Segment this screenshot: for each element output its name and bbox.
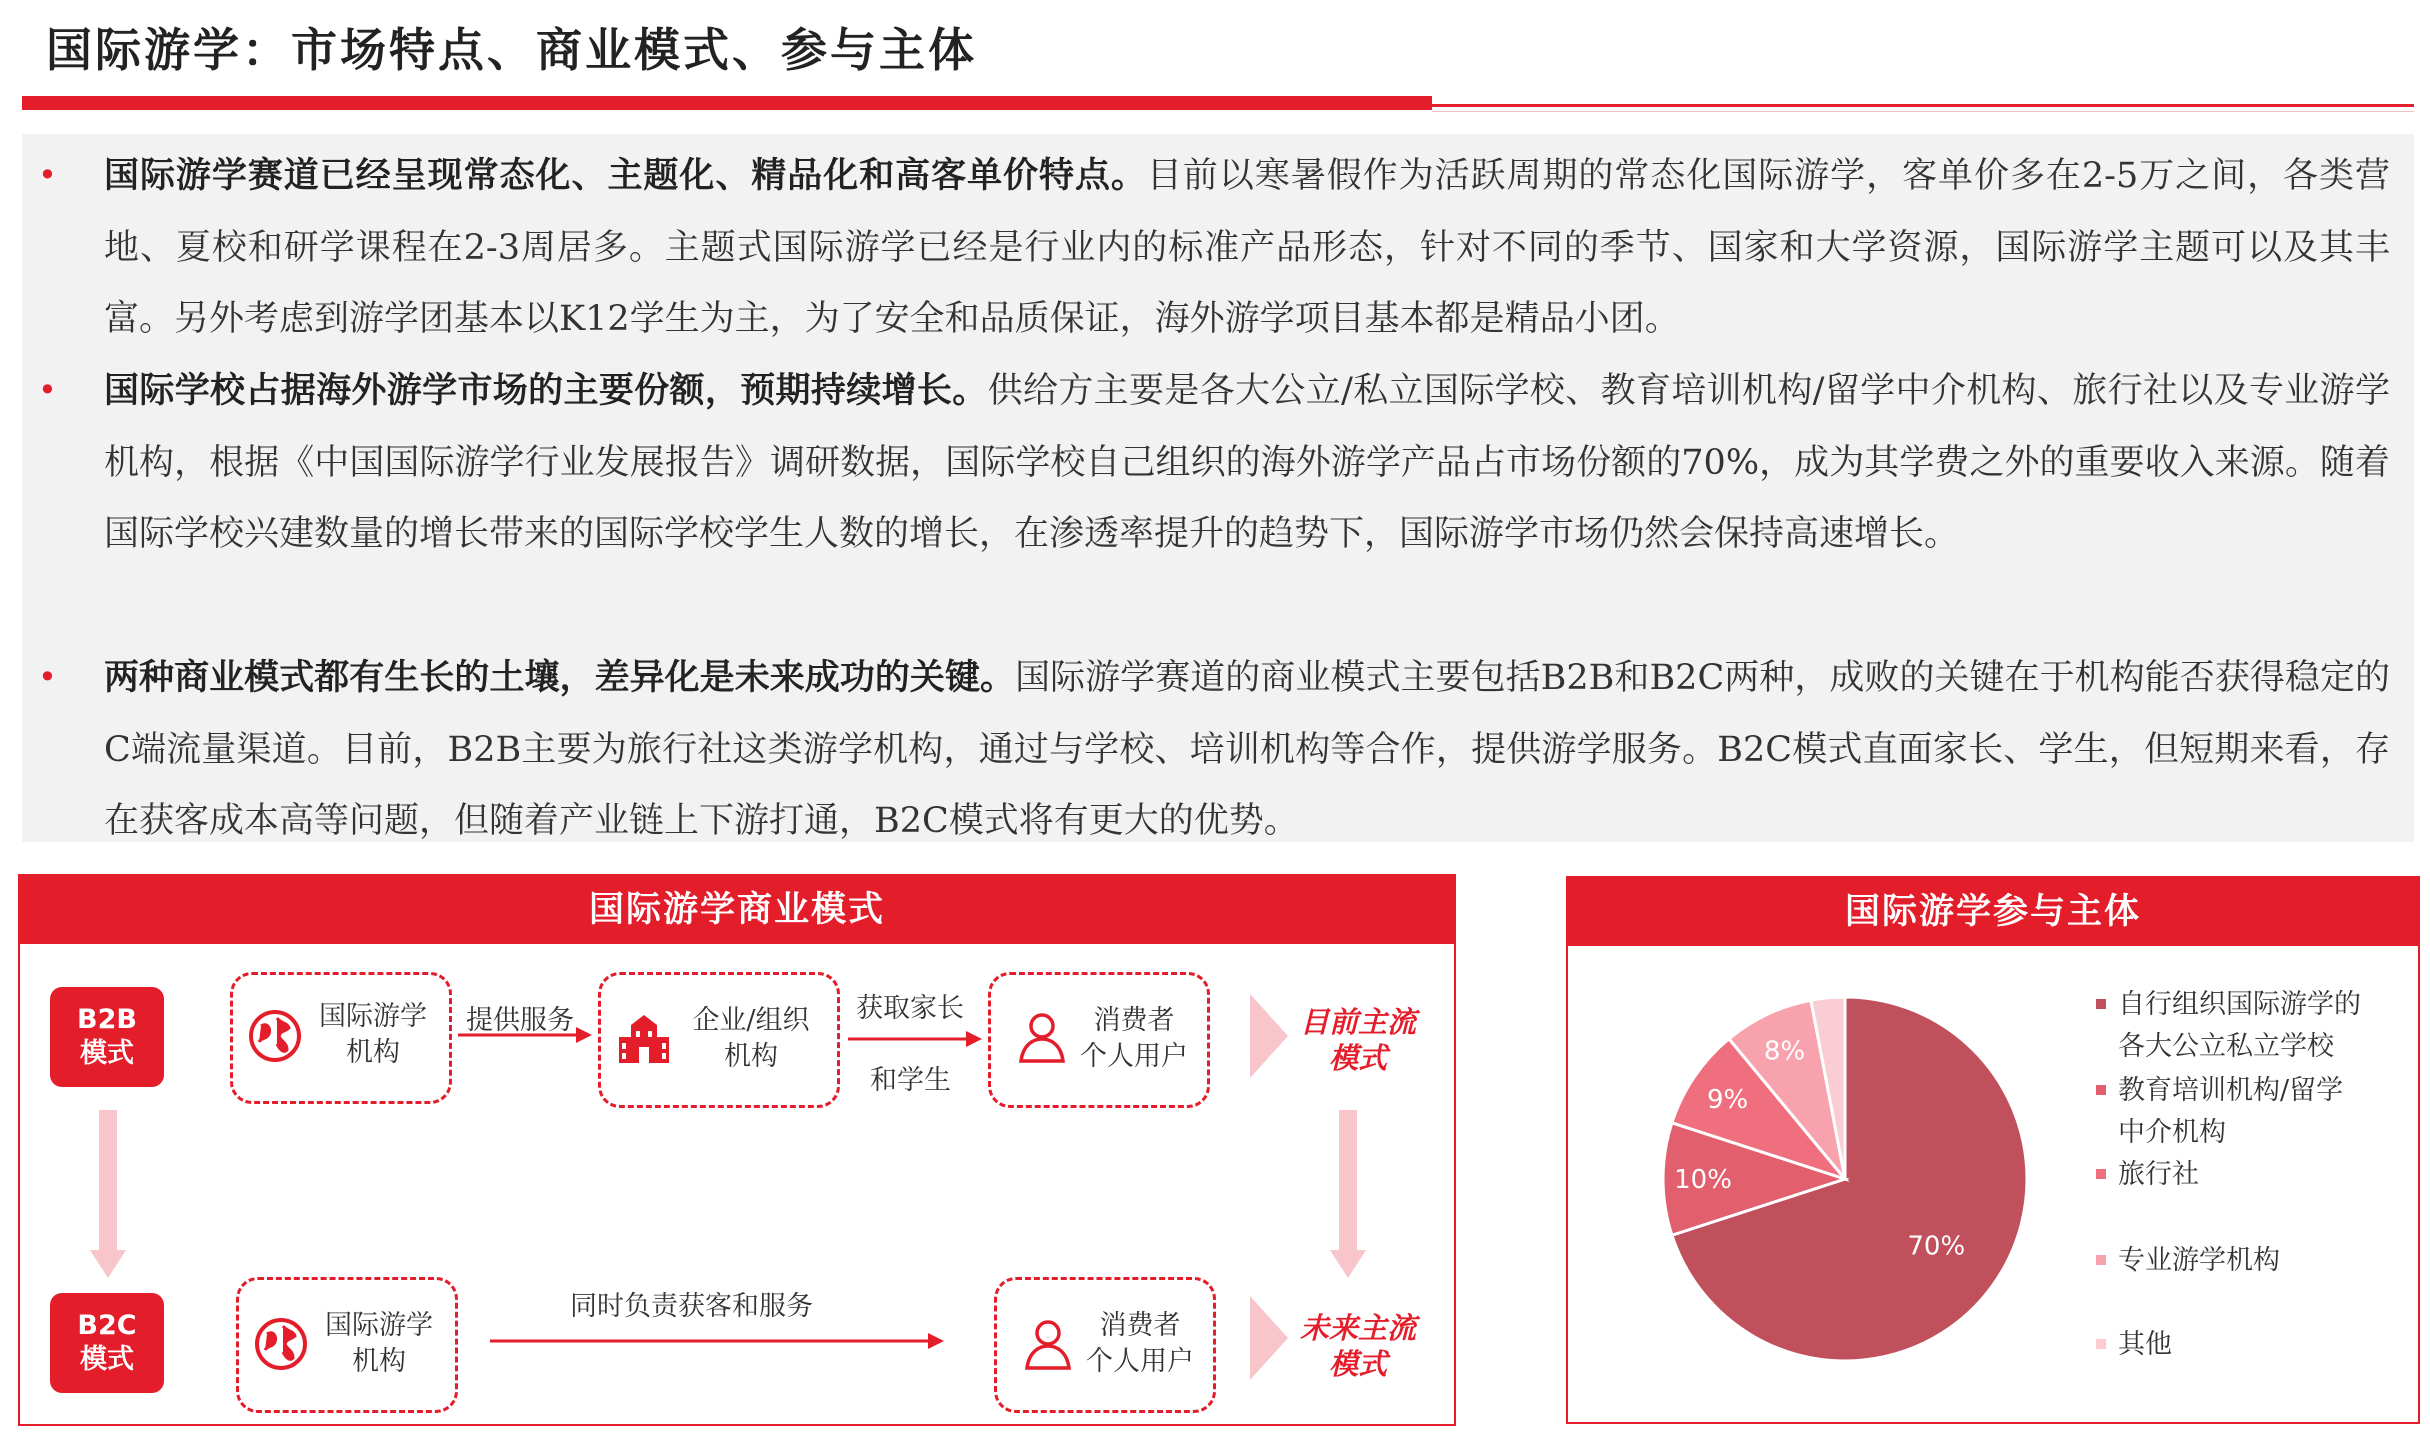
b2b-tag <box>50 987 164 1087</box>
b2c-org-box <box>236 1277 458 1413</box>
legend-label-line1: 专业游学机构 <box>2118 1245 2280 1276</box>
b2b-mode-line2: 模式 <box>1328 1041 1387 1075</box>
title-underline-bar <box>22 96 1432 110</box>
legend-label <box>2118 1070 2416 1154</box>
b2c-org-line1: 国际游学 <box>325 1310 433 1341</box>
business-model-title: 国际游学商业模式 <box>20 876 1454 944</box>
b2b-tag-line2: 模式 <box>80 1038 134 1069</box>
person-icon <box>1017 1011 1067 1065</box>
b2c-tag-line1: B2C <box>77 1310 137 1341</box>
right-down-arrow <box>1330 1110 1366 1280</box>
b2b-arrow2 <box>846 1024 986 1054</box>
legend-item-3 <box>2096 1154 2416 1196</box>
bullet-1-text: 目前以寒暑假作为活跃周期的常态化国际游学，客单价多在2-5万之间，各类营地、夏校和研学课程在2-3周居多。主题式国际游学已经是行业内的标准产品形态，针对不同的季节、国家和大学资源，国际游学主题可以及其丰富。另外考虑到游学团基本以K12学生为主，为了安全和品质保证，海外游学项目基本都是精品小团。 <box>104 156 2390 339</box>
b2b-org-line2: 机构 <box>346 1037 400 1068</box>
bullet-2-text: 供给方主要是各大公立/私立国际学校、教育培训机构/留学中介机构、旅行社以及专业游学机构，根据《中国国际游学行业发展报告》调研数据，国际学校自己组织的海外游学产品占市场份额的70%，成为其学费之外的重要收入来源。随着国际学校兴建数量的增长带来的国际学校学生人数的增长，在渗透率提升的趋势下，国际游学市场仍然会保持高速增长。 <box>104 371 2390 554</box>
legend-item-1 <box>2096 984 2416 1068</box>
b2c-org-line2: 机构 <box>352 1346 406 1377</box>
b2b-arrow1-label: 提供服务 <box>466 1005 574 1036</box>
b2b-school-line1: 企业/组织 <box>692 1005 810 1036</box>
legend-label <box>2118 1154 2416 1196</box>
page-title: 国际游学：市场特点、商业模式、参与主体 <box>46 23 977 77</box>
globe-icon <box>247 1008 303 1064</box>
bullet-1 <box>38 140 2390 356</box>
legend-label <box>2118 1240 2416 1282</box>
legend-label <box>2118 984 2416 1068</box>
bullet-3-bold: 两种商业模式都有生长的土壤，差异化是未来成功的关键。 <box>104 657 1016 698</box>
b2b-arrow2-label-top: 获取家长 <box>856 993 964 1024</box>
legend-swatch <box>2096 1085 2106 1095</box>
title-underline-hairline <box>1432 111 2414 112</box>
legend-label <box>2118 1324 2416 1366</box>
legend-item-4 <box>2096 1240 2416 1282</box>
bullet-dot: • <box>38 371 57 409</box>
b2c-mode-line2: 模式 <box>1328 1347 1387 1381</box>
b2b-tag-line1: B2B <box>77 1004 137 1035</box>
bullet-2 <box>38 355 2390 571</box>
legend-label-line2: 各大公立私立学校 <box>2118 1031 2334 1062</box>
bullet-1-bold: 国际游学赛道已经呈现常态化、主题化、精品化和高客单价特点。 <box>104 155 1147 196</box>
b2b-consumer-box <box>988 972 1210 1108</box>
left-down-arrow <box>90 1110 126 1280</box>
b2b-school-line2: 机构 <box>724 1041 778 1072</box>
person-icon <box>1023 1318 1073 1372</box>
b2b-mode-chevron <box>1250 994 1290 1078</box>
b2c-consumer-box <box>994 1277 1216 1413</box>
b2b-mode-label <box>1288 1004 1428 1076</box>
building-icon <box>617 1013 671 1065</box>
bullet-3-text: 国际游学赛道的商业模式主要包括B2B和B2C两种，成败的关键在于机构能否获得稳定的C端流量渠道。目前，B2B主要为旅行社这类游学机构，通过与学校、培训机构等合作，提供游学服务。B2C模式直面家长、学生，但短期来看，存在获客成本高等问题，但随着产业链上下游打通，B2C模式将有更大的优势。 <box>104 658 2390 841</box>
b2c-mode-line1: 未来主流 <box>1299 1311 1416 1345</box>
pie-label-2: 10% <box>1674 1165 1732 1195</box>
b2c-mode-label <box>1288 1310 1428 1382</box>
b2b-arrow1 <box>456 1020 596 1050</box>
legend-item-5 <box>2096 1324 2416 1366</box>
legend-label-line2: 中介机构 <box>2118 1117 2226 1148</box>
b2b-mode-line1: 目前主流 <box>1299 1005 1416 1039</box>
b2c-arrow <box>488 1326 948 1356</box>
bullet-dot: • <box>38 156 57 194</box>
b2b-org-line1: 国际游学 <box>319 1001 427 1032</box>
b2b-consumer-line1: 消费者 <box>1093 1005 1175 1036</box>
legend-swatch <box>2096 999 2106 1009</box>
legend-label-line1: 自行组织国际游学的 <box>2118 989 2361 1020</box>
b2c-tag <box>50 1293 164 1393</box>
b2b-org-box <box>230 972 452 1104</box>
legend-swatch <box>2096 1255 2106 1265</box>
b2c-tag-line2: 模式 <box>80 1344 134 1375</box>
legend-label-line1: 旅行社 <box>2118 1159 2199 1190</box>
pie-label-3: 9% <box>1706 1085 1749 1116</box>
b2c-consumer-line1: 消费者 <box>1099 1310 1181 1341</box>
legend-label-line1: 其他 <box>2118 1329 2172 1360</box>
bullet-3 <box>38 642 2390 858</box>
b2b-arrow2-label-bottom: 和学生 <box>870 1065 951 1096</box>
participant-title: 国际游学参与主体 <box>1568 878 2418 946</box>
legend-label-line1: 教育培训机构/留学 <box>2118 1075 2344 1106</box>
b2c-arrow-label: 同时负责获客和服务 <box>570 1291 813 1322</box>
title-underline-thin <box>1432 104 2414 107</box>
bullet-2-bold: 国际学校占据海外游学市场的主要份额，预期持续增长。 <box>104 370 988 411</box>
globe-icon <box>253 1316 309 1372</box>
participant-pie-chart <box>1650 984 2040 1374</box>
bullet-dot: • <box>38 658 57 696</box>
legend-swatch <box>2096 1339 2106 1349</box>
legend-swatch <box>2096 1169 2106 1179</box>
b2b-consumer-line2: 个人用户 <box>1080 1041 1188 1072</box>
b2b-school-box <box>598 972 840 1108</box>
pie-label-4: 8% <box>1763 1036 1806 1067</box>
b2c-consumer-line2: 个人用户 <box>1086 1346 1194 1377</box>
pie-label-1: 70% <box>1907 1231 1966 1262</box>
legend-item-2 <box>2096 1070 2416 1154</box>
b2c-mode-chevron <box>1250 1296 1290 1380</box>
